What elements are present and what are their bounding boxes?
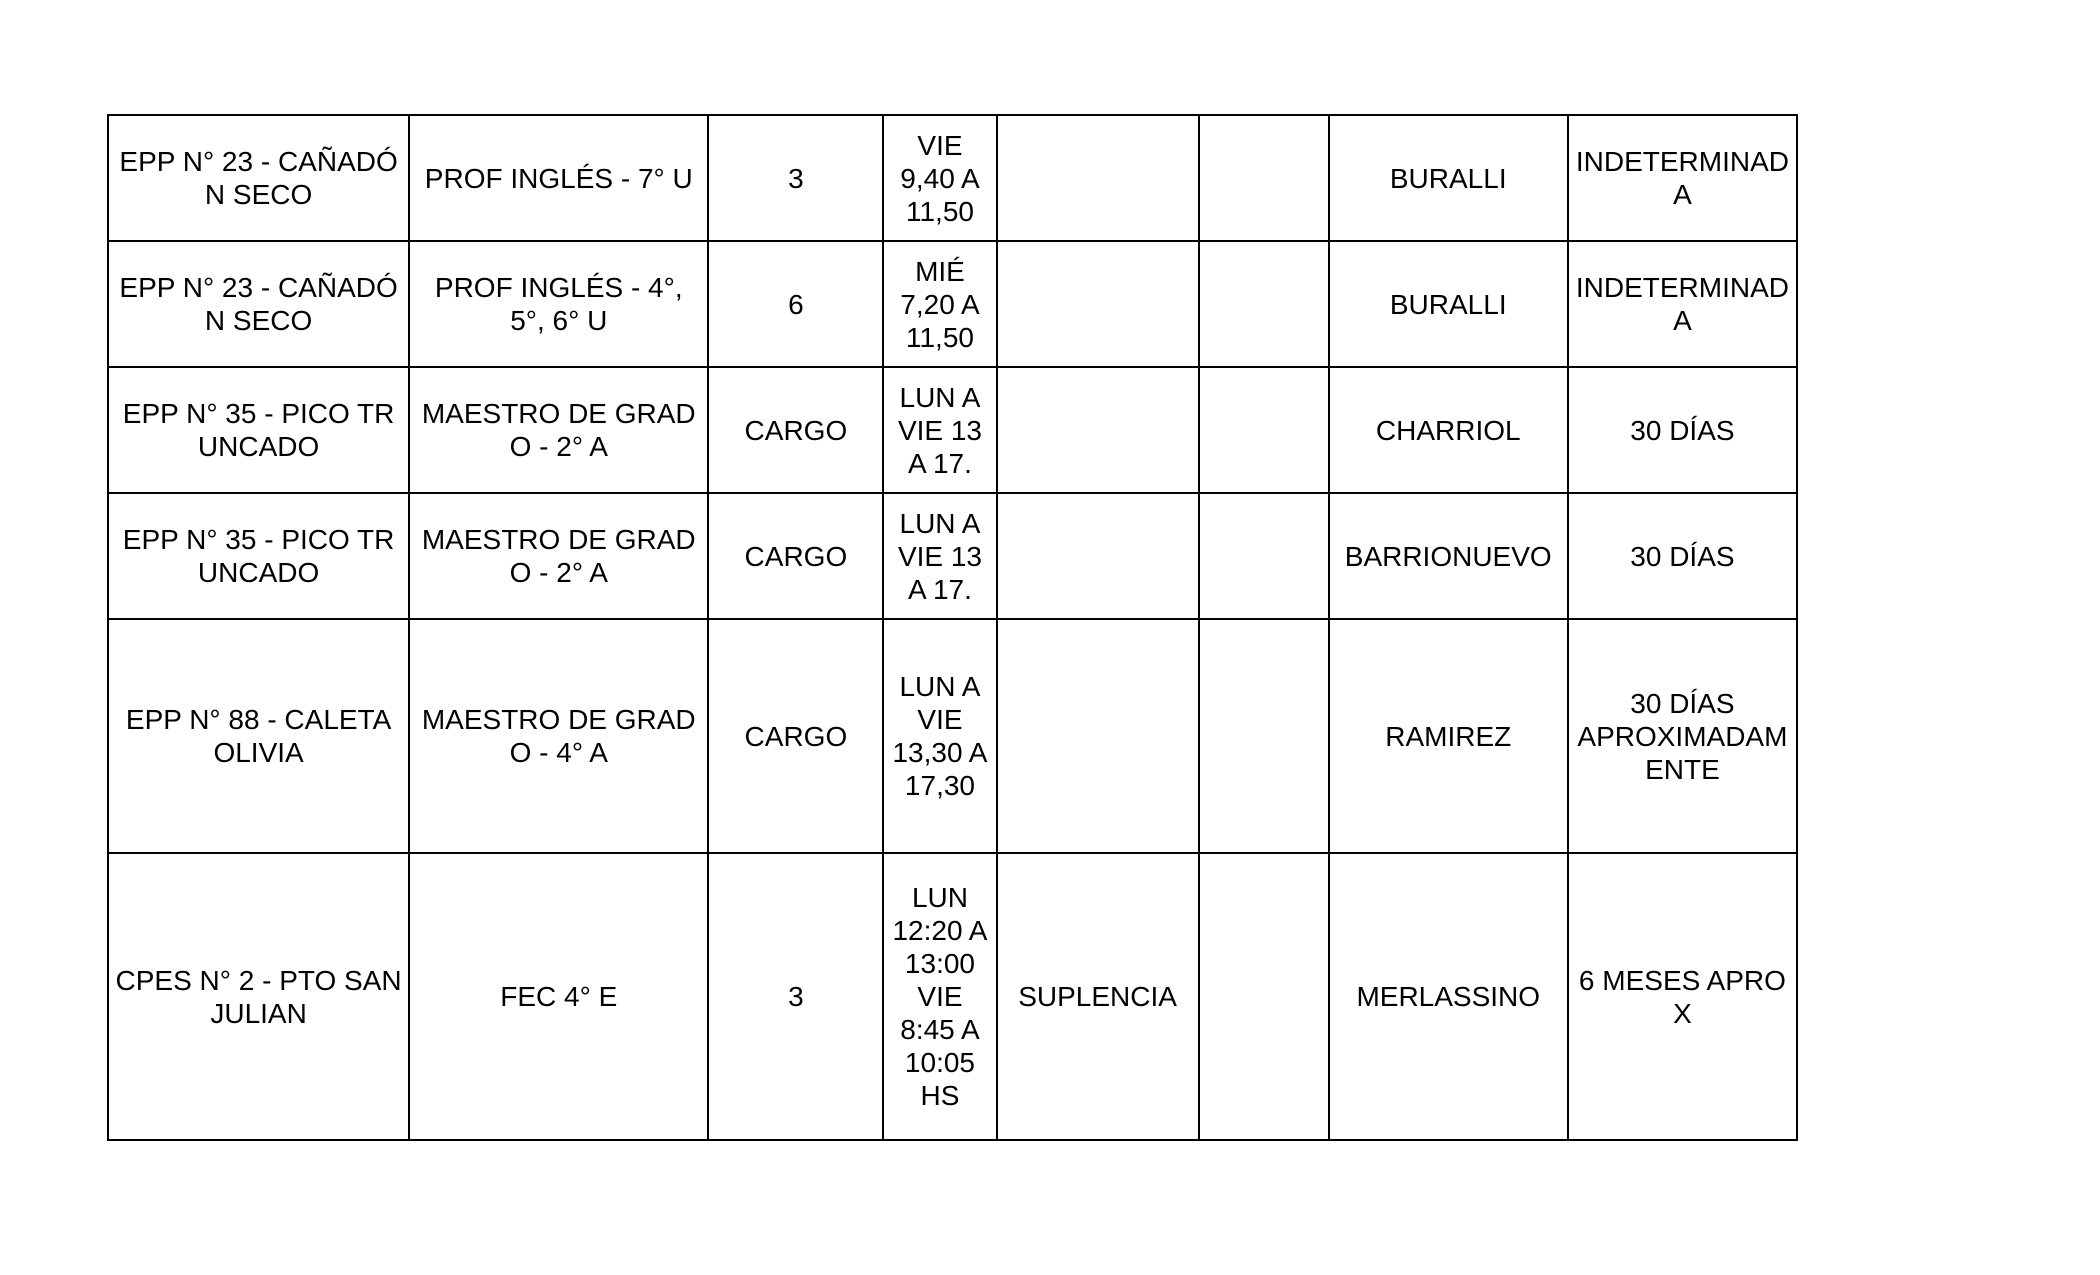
vacancies-table: [107, 114, 1798, 1141]
position-cell: FEC 4° E: [409, 853, 708, 1140]
table-row: [108, 367, 1797, 493]
schedule-cell: LUN A VIE 13 A 17.: [883, 367, 996, 493]
schedule-cell: VIE 9,40 A 11,50: [883, 115, 996, 241]
duration-cell: INDETERMINAD A: [1568, 115, 1797, 241]
type-cell: [997, 241, 1199, 367]
duration-cell: 30 DÍAS APROXIMADAM ENTE: [1568, 619, 1797, 853]
vacancies-sheet: [107, 114, 1798, 1141]
school-cell: EPP N° 23 - CAÑADÓN SECO: [108, 241, 409, 367]
schedule-cell: LUN 12:20 A 13:00 VIE 8:45 A 10:05 HS: [883, 853, 996, 1140]
table-row: [108, 493, 1797, 619]
empty-cell: [1199, 493, 1329, 619]
empty-cell: [1199, 241, 1329, 367]
position-cell: MAESTRO DE GRADO - 4° A: [409, 619, 708, 853]
duration-cell: 6 MESES APROX: [1568, 853, 1797, 1140]
empty-cell: [1199, 367, 1329, 493]
schedule-cell: MIÉ 7,20 A 11,50: [883, 241, 996, 367]
table-row: [108, 853, 1797, 1140]
hours-cell: CARGO: [708, 619, 883, 853]
schedule-cell: LUN A VIE 13,30 A 17,30: [883, 619, 996, 853]
duration-cell: 30 DÍAS: [1568, 367, 1797, 493]
teacher-cell: BURALLI: [1329, 241, 1568, 367]
empty-cell: [1199, 853, 1329, 1140]
type-cell: SUPLENCIA: [997, 853, 1199, 1140]
type-cell: [997, 367, 1199, 493]
teacher-cell: MERLASSINO: [1329, 853, 1568, 1140]
type-cell: [997, 493, 1199, 619]
empty-cell: [1199, 619, 1329, 853]
position-cell: PROF INGLÉS - 4°, 5°, 6° U: [409, 241, 708, 367]
hours-cell: CARGO: [708, 367, 883, 493]
school-cell: EPP N° 88 - CALETA OLIVIA: [108, 619, 409, 853]
table-row: [108, 115, 1797, 241]
school-cell: EPP N° 23 - CAÑADÓN SECO: [108, 115, 409, 241]
school-cell: CPES N° 2 - PTO SAN JULIAN: [108, 853, 409, 1140]
duration-cell: 30 DÍAS: [1568, 493, 1797, 619]
table-row: [108, 241, 1797, 367]
schedule-cell: LUN A VIE 13 A 17.: [883, 493, 996, 619]
hours-cell: CARGO: [708, 493, 883, 619]
teacher-cell: RAMIREZ: [1329, 619, 1568, 853]
teacher-cell: BURALLI: [1329, 115, 1568, 241]
hours-cell: 3: [708, 115, 883, 241]
position-cell: MAESTRO DE GRADO - 2° A: [409, 367, 708, 493]
type-cell: [997, 619, 1199, 853]
table-row: [108, 619, 1797, 853]
empty-cell: [1199, 115, 1329, 241]
hours-cell: 6: [708, 241, 883, 367]
teacher-cell: CHARRIOL: [1329, 367, 1568, 493]
duration-cell: INDETERMINAD A: [1568, 241, 1797, 367]
school-cell: EPP N° 35 - PICO TRUNCADO: [108, 367, 409, 493]
school-cell: EPP N° 35 - PICO TRUNCADO: [108, 493, 409, 619]
type-cell: [997, 115, 1199, 241]
teacher-cell: BARRIONUEVO: [1329, 493, 1568, 619]
hours-cell: 3: [708, 853, 883, 1140]
position-cell: PROF INGLÉS - 7° U: [409, 115, 708, 241]
position-cell: MAESTRO DE GRADO - 2° A: [409, 493, 708, 619]
